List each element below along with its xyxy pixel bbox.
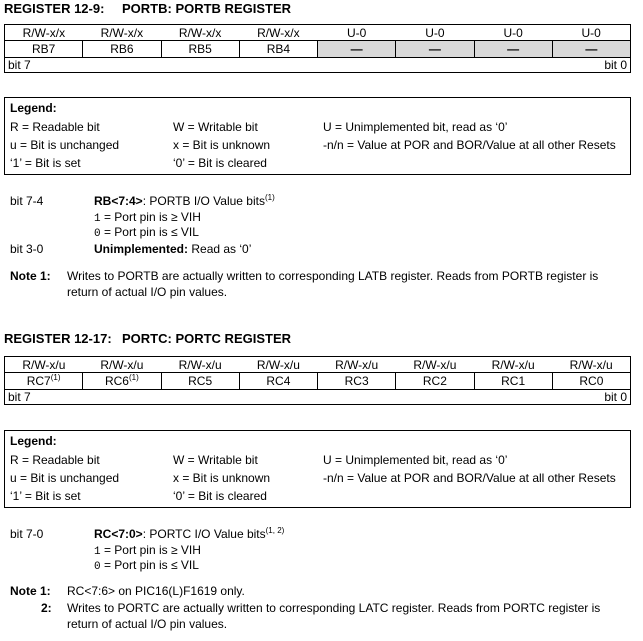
bit-name: RB7: [5, 41, 83, 58]
bit-name: [5, 373, 83, 390]
note-text: RC<7:6> on PIC16(L)F1619 only.: [67, 584, 245, 598]
bit-access: U-0: [552, 25, 630, 41]
value-code: 0: [94, 228, 101, 240]
value-line: [94, 543, 201, 558]
field-name: RC<7:0>: [94, 527, 143, 541]
value-code: 1: [94, 213, 101, 225]
bit-description: [94, 194, 275, 208]
footnote-ref: (1): [50, 373, 61, 382]
bit-access: R/W-x/x: [83, 25, 161, 41]
bit-name: RB6: [83, 41, 161, 58]
register-title: [4, 1, 291, 16]
bit-name-text: RC7: [26, 374, 51, 388]
register-number: REGISTER 12-17:: [4, 331, 112, 346]
note-label: 2:: [41, 601, 52, 615]
bit-access: R/W-x/x: [161, 25, 239, 41]
bit-access: R/W-x/u: [239, 357, 317, 373]
bit-name: RC2: [396, 373, 474, 390]
legend-item: U = Unimplemented bit, read as ‘0’: [323, 453, 508, 467]
legend-item: ‘1’ = Bit is set: [10, 489, 81, 503]
footnote-ref: (1, 2): [265, 526, 285, 535]
bit-range: bit 7-0: [10, 527, 44, 541]
legend-title: Legend:: [10, 101, 57, 115]
bit-name: RC3: [318, 373, 396, 390]
value-text: = Port pin is ≤ VIL: [100, 558, 199, 572]
field-name: Unimplemented:: [94, 242, 189, 256]
note-text: Writes to PORTB are actually written to corresponding LATB register. Reads from PORTB register is return of actual I/O pin values.: [67, 269, 599, 299]
legend-item: W = Writable bit: [173, 453, 258, 467]
note-label: Note 1:: [10, 584, 51, 598]
value-line: [94, 210, 201, 225]
value-text: = Port pin is ≥ VIH: [100, 210, 201, 224]
bit-access: R/W-x/u: [474, 357, 552, 373]
bit-name-unimplemented: —: [474, 41, 552, 58]
bit-name-unimplemented: —: [552, 41, 630, 58]
legend-item: ‘1’ = Bit is set: [10, 156, 81, 170]
bit-access: R/W-x/u: [83, 357, 161, 373]
bit-name-text: RC6: [104, 374, 129, 388]
bit-low-label: bit 0: [318, 58, 631, 73]
register-title: [4, 331, 291, 346]
legend-item: x = Bit is unknown: [173, 138, 271, 152]
bit-name: RC1: [474, 373, 552, 390]
field-text: : PORTB I/O Value bits: [142, 194, 265, 208]
value-code: 1: [94, 546, 101, 558]
legend-item: u = Bit is unchanged: [10, 471, 120, 485]
register-number: REGISTER 12-9:: [4, 1, 105, 16]
value-line: [94, 558, 199, 573]
bit-access: R/W-x/x: [5, 25, 83, 41]
field-text: : PORTC I/O Value bits: [142, 527, 266, 541]
bit-name: RC4: [239, 373, 317, 390]
footnote-ref: (1): [128, 373, 139, 382]
register-bit-table: [4, 356, 631, 405]
bit-high-label: bit 7: [5, 58, 318, 73]
legend-item: ‘0’ = Bit is cleared: [173, 156, 267, 170]
bit-name: RC5: [161, 373, 239, 390]
bit-description: [94, 527, 284, 541]
legend-item: x = Bit is unknown: [173, 471, 271, 485]
value-text: = Port pin is ≥ VIH: [100, 543, 201, 557]
register-name: PORTC: PORTC REGISTER: [122, 331, 292, 346]
bit-access: R/W-x/u: [396, 357, 474, 373]
bit-name-unimplemented: —: [396, 41, 474, 58]
note-text: Writes to PORTC are actually written to corresponding LATC register. Reads from PORTC register is return of actual I/O pin values.: [67, 601, 601, 631]
bit-name: [83, 373, 161, 390]
bit-access: U-0: [474, 25, 552, 41]
legend-item: R = Readable bit: [10, 453, 100, 467]
legend-item: u = Bit is unchanged: [10, 138, 120, 152]
bit-access: R/W-x/u: [318, 357, 396, 373]
value-line: [94, 225, 199, 240]
legend-item: -n/n = Value at POR and BOR/Value at all other Resets: [323, 138, 616, 152]
legend-item: R = Readable bit: [10, 120, 100, 134]
bit-range: bit 7-4: [10, 194, 44, 208]
register-name: PORTB: PORTB REGISTER: [122, 1, 292, 16]
footnote-ref: (1): [264, 193, 275, 202]
value-code: 0: [94, 561, 101, 573]
bit-high-label: bit 7: [5, 390, 318, 405]
bit-description: [94, 242, 251, 256]
legend-item: U = Unimplemented bit, read as ‘0’: [323, 120, 508, 134]
bit-access: R/W-x/u: [5, 357, 83, 373]
value-text: = Port pin is ≤ VIL: [100, 225, 199, 239]
legend-item: W = Writable bit: [173, 120, 258, 134]
note-label: Note 1:: [10, 269, 51, 283]
legend-box: [4, 97, 631, 175]
bit-access: R/W-x/u: [552, 357, 630, 373]
bit-access: U-0: [396, 25, 474, 41]
bit-name-unimplemented: —: [318, 41, 396, 58]
legend-box: [4, 430, 631, 508]
legend-item: ‘0’ = Bit is cleared: [173, 489, 267, 503]
field-name: RB<7:4>: [94, 194, 143, 208]
bit-name: RB5: [161, 41, 239, 58]
bit-name: RC0: [552, 373, 630, 390]
bit-access: U-0: [318, 25, 396, 41]
bit-access: R/W-x/x: [239, 25, 317, 41]
bit-name: RB4: [239, 41, 317, 58]
legend-item: -n/n = Value at POR and BOR/Value at all other Resets: [323, 471, 616, 485]
bit-low-label: bit 0: [318, 390, 631, 405]
legend-title: Legend:: [10, 434, 57, 448]
field-text: Read as ‘0’: [188, 242, 252, 256]
bit-access: R/W-x/u: [161, 357, 239, 373]
bit-range: bit 3-0: [10, 242, 44, 256]
register-bit-table: [4, 24, 631, 73]
